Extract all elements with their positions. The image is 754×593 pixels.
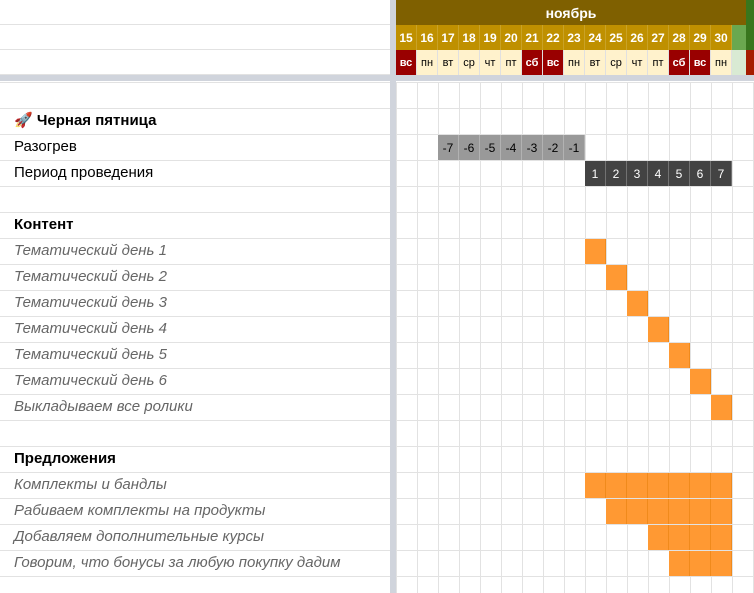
task-label[interactable] [0,212,73,238]
day-number-cell[interactable]: 27 [648,25,669,50]
grid-row-line [0,186,754,187]
task-label-text: Период проведения [14,164,154,181]
warmup-day-cell[interactable]: -3 [522,135,543,160]
task-bar-cell[interactable] [648,317,669,342]
frozen-row-divider[interactable] [0,75,754,81]
task-label[interactable] [0,108,156,134]
task-bar-cell[interactable] [627,473,648,498]
task-label-text: Тематический день 6 [14,372,167,389]
task-label[interactable] [0,446,116,472]
warmup-day-cell[interactable]: -1 [564,135,585,160]
task-label[interactable] [0,316,167,342]
grid-column-line [585,82,586,593]
weekday-cell[interactable]: чт [627,50,648,75]
weekday-cell[interactable]: пн [711,50,732,75]
task-label-text: Тематический день 5 [14,346,167,363]
task-bar-cell[interactable] [690,369,711,394]
grid-column-line [417,82,418,593]
task-label-text: Тематический день 3 [14,294,167,311]
frozen-column-divider[interactable] [390,0,396,593]
task-label-text: Разогрев [14,138,77,155]
task-label-text: Выкладываем все ролики [14,398,193,415]
task-label-text: Контент [14,216,74,233]
event-day-cell[interactable]: 4 [648,161,669,186]
day-number-cell[interactable]: 26 [627,25,648,50]
day-number-cell[interactable]: 24 [585,25,606,50]
weekday-cell[interactable]: пн [564,50,585,75]
task-bar-cell[interactable] [648,499,669,524]
task-bar-cell[interactable] [690,525,711,550]
task-label-text: Добавляем дополнительные курсы [14,528,265,545]
header-row-3 [0,50,396,75]
task-bar-cell[interactable] [606,499,627,524]
warmup-day-cell[interactable]: -2 [543,135,564,160]
day-number-cell[interactable]: 23 [564,25,585,50]
warmup-day-cell[interactable]: -6 [459,135,480,160]
event-day-cell[interactable]: 7 [711,161,732,186]
task-bar-cell[interactable] [669,343,690,368]
task-label[interactable] [0,550,340,576]
task-bar-cell[interactable] [711,551,732,576]
task-bar-cell[interactable] [606,265,627,290]
weekday-cell[interactable]: вс [396,50,417,75]
day-number-cell[interactable]: 29 [690,25,711,50]
task-bar-cell[interactable] [669,499,690,524]
event-day-cell[interactable]: 3 [627,161,648,186]
task-bar-cell[interactable] [606,473,627,498]
task-bar-cell[interactable] [585,239,606,264]
weekday-cell[interactable]: пн [417,50,438,75]
task-label[interactable] [0,134,77,160]
task-label-text: Говорим, что бонусы за любую покупку дадим [14,554,341,571]
task-label[interactable] [0,238,167,264]
event-day-cell[interactable]: 1 [585,161,606,186]
month-header: ноябрь [396,0,746,25]
weekday-cell[interactable]: вс [543,50,564,75]
weekday-cell[interactable]: сб [522,50,543,75]
task-bar-cell[interactable] [669,551,690,576]
task-label-text: Тематический день 2 [14,268,167,285]
task-label[interactable] [0,394,193,420]
task-bar-cell[interactable] [585,473,606,498]
task-label[interactable] [0,264,167,290]
weekday-cell[interactable]: вт [438,50,459,75]
task-bar-cell[interactable] [627,291,648,316]
task-label-text: Комплекты и бандлы [14,476,167,493]
grid-row-line [0,212,754,213]
weekday-cell[interactable]: чт [480,50,501,75]
task-bar-cell[interactable] [669,525,690,550]
rocket-icon: 🚀 [14,112,37,129]
grid-column-line [732,82,733,593]
weekday-cell[interactable]: ср [459,50,480,75]
task-label-text: Предложения [14,450,116,467]
task-bar-cell[interactable] [627,499,648,524]
task-label-text: Черная пятница [36,112,157,129]
event-day-cell[interactable]: 5 [669,161,690,186]
task-bar-cell[interactable] [711,499,732,524]
weekday-cell[interactable]: ср [606,50,627,75]
next-month-day-cell [746,25,754,50]
task-bar-cell[interactable] [648,473,669,498]
task-label[interactable] [0,290,167,316]
warmup-day-cell[interactable]: -4 [501,135,522,160]
day-number-cell[interactable]: 17 [438,25,459,50]
task-label-text: Тематический день 4 [14,320,167,337]
grid-row-line [0,420,754,421]
grid-row-line [0,82,754,83]
day-number-cell[interactable]: 28 [669,25,690,50]
warmup-day-cell[interactable]: -7 [438,135,459,160]
weekday-cell[interactable]: вс [690,50,711,75]
task-label[interactable] [0,160,153,186]
task-bar-cell[interactable] [711,525,732,550]
task-bar-cell[interactable] [690,551,711,576]
day-number-cell[interactable]: 25 [606,25,627,50]
day-number-cell[interactable]: 20 [501,25,522,50]
weekday-cell[interactable]: пт [501,50,522,75]
task-label[interactable] [0,472,167,498]
next-month-weekday-cell [746,50,754,75]
task-label-text: Рабиваем комплекты на продукты [14,502,266,519]
next-month-weekday-cell [732,50,746,75]
header-row-2 [0,25,396,50]
next-month-day-cell [732,25,746,50]
day-number-cell[interactable]: 21 [522,25,543,50]
event-day-cell[interactable]: 2 [606,161,627,186]
day-number-cell[interactable]: 15 [396,25,417,50]
grid-row-line [0,576,754,577]
task-bar-cell[interactable] [690,499,711,524]
task-bar-cell[interactable] [669,473,690,498]
event-day-cell[interactable]: 6 [690,161,711,186]
task-bar-cell[interactable] [711,473,732,498]
day-number-cell[interactable]: 18 [459,25,480,50]
task-bar-cell[interactable] [690,473,711,498]
day-number-cell[interactable]: 19 [480,25,501,50]
weekday-cell[interactable]: сб [669,50,690,75]
task-label[interactable] [0,342,167,368]
next-month-header [746,0,754,25]
day-number-cell[interactable]: 22 [543,25,564,50]
day-number-cell[interactable]: 16 [417,25,438,50]
day-number-cell[interactable]: 30 [711,25,732,50]
weekday-cell[interactable]: пт [648,50,669,75]
warmup-day-cell[interactable]: -5 [480,135,501,160]
grid-row-line [0,134,754,135]
header-row-1 [0,0,396,25]
task-label[interactable] [0,524,264,550]
task-bar-cell[interactable] [648,525,669,550]
weekday-cell[interactable]: вт [585,50,606,75]
task-label[interactable] [0,498,265,524]
task-label-text: Тематический день 1 [14,242,167,259]
task-bar-cell[interactable] [711,395,732,420]
grid-column-line [396,82,397,593]
task-label[interactable] [0,368,167,394]
